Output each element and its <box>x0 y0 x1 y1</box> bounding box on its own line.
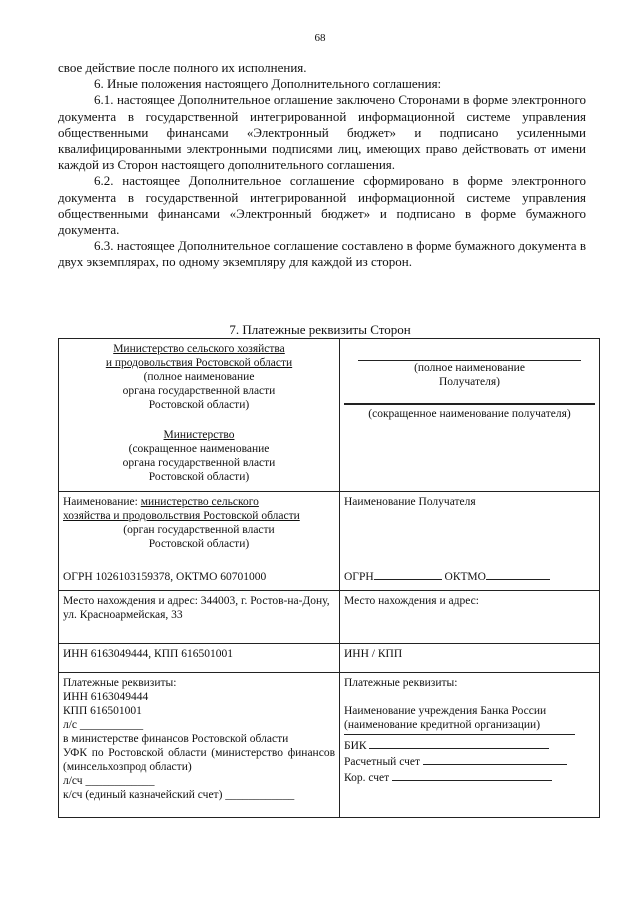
section-title: 7. Платежные реквизиты Сторон <box>229 322 411 337</box>
table-row <box>59 591 600 644</box>
left-header-cell <box>59 339 340 492</box>
left-address-cell <box>59 591 340 644</box>
inn-kpp: ИНН 6163049444, КПП 616501001 <box>63 648 233 660</box>
caption: Ростовской области) <box>148 471 250 483</box>
caption: Ростовской области) <box>148 399 250 411</box>
right-payment-cell <box>340 673 600 818</box>
signature-line <box>344 403 595 405</box>
caption: (полное наименование <box>143 371 255 383</box>
ministry-short-name: Министерство <box>163 429 235 441</box>
inn-kpp: ИНН / КПП <box>344 648 403 660</box>
caption: (сокращенное наименование <box>128 443 270 455</box>
paragraph: 6.3. настоящее Дополнительное соглашение составлено в форме бумажного документа в двух экземплярах, по одному экземпляру для каждой из сторон. <box>58 238 586 270</box>
blank-line <box>486 568 550 580</box>
blank-line <box>374 568 442 580</box>
name-value: министерство сельского <box>140 496 259 508</box>
payment-requisites-table <box>58 338 600 818</box>
pay-title: Платежные реквизиты: <box>63 677 177 689</box>
caption: Получателя) <box>439 376 500 388</box>
pay-ufk: УФК по Ростовской области (министерство финансов (минсельхозпрод области) <box>63 747 335 773</box>
caption: (сокращенное наименование получателя) <box>368 408 571 420</box>
pay-ls: л/с ___________ <box>63 719 144 731</box>
ogrn-oktmo <box>344 568 550 584</box>
ogrn-oktmo: ОГРН 1026103159378, ОКТМО 60701000 <box>63 571 267 583</box>
blank-line <box>344 734 575 735</box>
right-header-cell <box>340 339 600 492</box>
caption: (полное наименование <box>414 362 525 374</box>
address: Место нахождения и адрес: 344003, г. Ростов-на-Дону, ул. Красноармейская, 33 <box>63 595 330 621</box>
ministry-full-name: Министерство сельского хозяйства <box>113 343 285 355</box>
left-payment-cell <box>59 673 340 818</box>
bank-caption: (наименование кредитной организации) <box>344 719 541 731</box>
page-number: 68 <box>314 32 326 44</box>
table-row <box>59 644 600 673</box>
table-row <box>59 339 600 492</box>
body-text <box>58 60 586 271</box>
address: Место нахождения и адрес: <box>344 595 479 607</box>
oktmo-label: ОКТМО <box>444 571 486 583</box>
right-inn-cell <box>340 644 600 673</box>
paragraph: 6.2. настоящее Дополнительное соглашение сформировано в форме электронного документа в государственной интегрированной информационной системе управления общественными финансами «Электронный бюджет» и подписано в форме бумажного документа. <box>58 173 586 238</box>
account-label: Расчетный счет <box>344 756 420 768</box>
paragraph: 6.1. настоящее Дополнительное оглашение заключено Сторонами в форме электронного документа в государственной интегрированной информационной системе управления общественными финансами «Электронный бюджет» и подписано усиленными квалифицированными электронными подписями лиц, имеющих право действовать от имени каждой из Сторон настоящего дополнительного соглашения. <box>58 92 586 173</box>
bik-label: БИК <box>344 740 367 752</box>
name-label: Наименование Получателя <box>344 496 476 508</box>
pay-minfin: в министерстве финансов Ростовской области <box>63 733 289 745</box>
table-row <box>59 492 600 591</box>
corr-account-label: Кор. счет <box>344 772 390 784</box>
caption: (орган государственной власти <box>123 524 275 536</box>
caption: Ростовской области) <box>148 538 250 550</box>
pay-lsch: л/сч ____________ <box>63 775 155 787</box>
right-name-cell <box>340 492 600 591</box>
caption: органа государственной власти <box>122 385 276 397</box>
paragraph: свое действие после полного их исполнения. <box>58 60 307 75</box>
right-address-cell <box>340 591 600 644</box>
blank-line <box>423 753 567 765</box>
caption: органа государственной власти <box>122 457 276 469</box>
pay-kpp: КПП 616501001 <box>63 705 142 717</box>
ministry-full-name: и продовольствия Ростовской области <box>105 357 293 369</box>
left-name-cell <box>59 492 340 591</box>
ogrn-label: ОГРН <box>344 571 374 583</box>
table-row <box>59 673 600 818</box>
blank-line <box>369 737 549 749</box>
name-label: Наименование: <box>63 496 141 508</box>
pay-ksch: к/сч (единый казначейский счет) ____________ <box>63 789 295 801</box>
left-inn-cell <box>59 644 340 673</box>
blank-line <box>392 769 552 781</box>
pay-inn: ИНН 6163049444 <box>63 691 149 703</box>
pay-title: Платежные реквизиты: <box>344 677 458 689</box>
name-value: хозяйства и продовольствия Ростовской области <box>63 510 300 522</box>
paragraph: 6. Иные положения настоящего Дополнительного соглашения: <box>94 76 442 92</box>
bank-name: Наименование учреждения Банка России <box>344 705 547 717</box>
